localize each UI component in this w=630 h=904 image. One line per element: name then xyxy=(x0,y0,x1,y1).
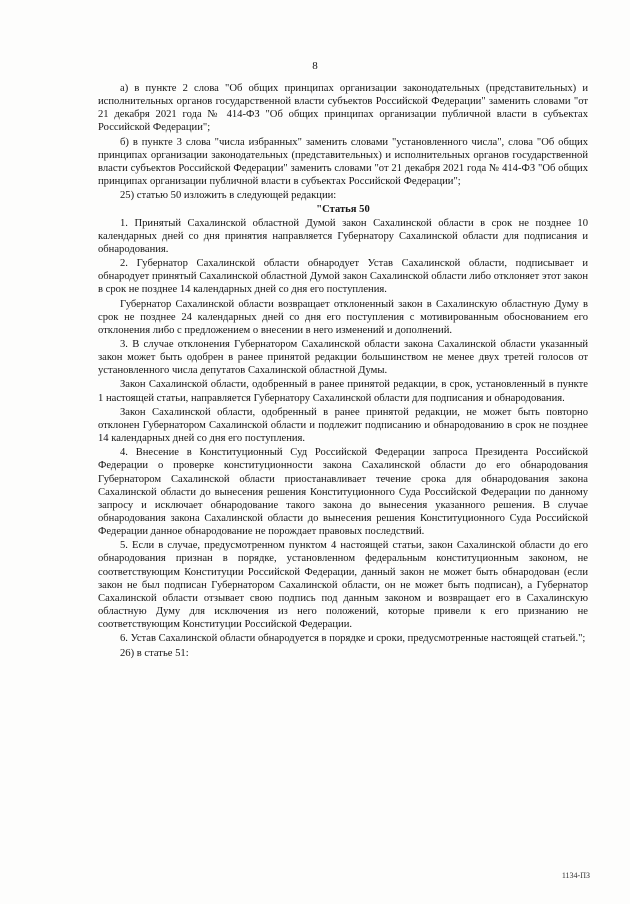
document-body xyxy=(98,82,588,661)
paragraph: а) в пункте 2 слова "Об общих принципах организации законодательных (представительных) и исполнительных органов государственной власти субъектов Российской Федерации" заменить словами "от 21 декабря 2021 года № 414-ФЗ "Об общих принципах организации публичной власти в субъектах Российской Федерации"; xyxy=(98,83,588,134)
article-heading: "Статья 50 xyxy=(316,204,370,216)
paragraph: Закон Сахалинской области, одобренный в ранее принятой редакции, в срок, установленный в пункте 1 настоящей статьи, направляется Губернатору Сахалинской области для подписания и обнародования. xyxy=(98,379,588,404)
paragraph: 6. Устав Сахалинской области обнародуется в порядке и сроки, предусмотренные настоящей статьей."; xyxy=(120,633,586,645)
paragraph: Губернатор Сахалинской области возвращает отклоненный закон в Сахалинскую областную Думу в срок не позднее 24 календарных дней со дня его поступления с мотивированным обоснованием его отклонения либо с предложением о внесении в него изменений и дополнений. xyxy=(98,298,588,336)
paragraph: 26) в статье 51: xyxy=(120,647,189,659)
page-number: 8 xyxy=(312,60,318,72)
paragraph: Закон Сахалинской области, одобренный в ранее принятой редакции, не может быть повторно отклонен Губернатором Сахалинской области и подлежит подписанию и обнародованию в срок не позднее 14 календарных дней со дня его поступления. xyxy=(98,406,588,445)
document-code: 1134-ПЗ xyxy=(561,871,590,880)
paragraph: 2. Губернатор Сахалинской области обнародует Устав Сахалинской области, подписывает и обнародует принятый Сахалинской областной Думой закон Сахалинской области либо отклоняет этот закон в срок не позднее 14 календарных дней со дня его поступления. xyxy=(98,258,588,296)
paragraph: 3. В случае отклонения Губернатором Сахалинской области закона Сахалинской области указанный закон может быть одобрен в ранее принятой редакции большинством не менее двух третей голосов от установленного числа депутатов Сахалинской областной Думы. xyxy=(98,338,588,377)
paragraph: 1. Принятый Сахалинской областной Думой закон Сахалинской области в срок не позднее 10 календарных дней со дня принятия направляется Губернатору Сахалинской области для подписания и обнародования. xyxy=(98,217,588,255)
paragraph: 5. Если в случае, предусмотренном пунктом 4 настоящей статьи, закон Сахалинской области до его обнародования признан в порядке, установленном федеральным конституционным законом, не соответствующим Конституции Российской Федерации, данный закон не может быть обнародован (если закон не был подписан Губернатором Сахалинской области, он не может быть подписан), а Губернатор Сахалинской области отзывает свою подпись под данным законом и возвращает его в Сахалинскую областную Думу для исключения из него положений, которые привели к его признанию не соответствующим Конституции Российской Федерации. xyxy=(98,540,588,631)
paragraph: 25) статью 50 изложить в следующей редакции: xyxy=(120,190,337,202)
paragraph: б) в пункте 3 слова "числа избранных" заменить словами "установленного числа", слова "Об общих принципах организации законодательных (представительных) и исполнительных органов государственной власти субъектов Российской Федерации" заменить словами "от 21 декабря 2021 года № 414-ФЗ "Об общих принципах организации публичной власти в субъектах Российской Федерации"; xyxy=(98,136,588,188)
paragraph: 4. Внесение в Конституционный Суд Российской Федерации запроса Президента Российской Федерации о проверке конституционности закона Сахалинской области до его обнародования Губернатором Сахалинской области приостанавливает течение срока для обнародования закона Сахалинской области до вынесения решения Конституционного Суда Российской Федерации по данному запросу и исключает обнародование такого закона до вынесения указанного решения. В случае обнародования закона Сахалинской области до вынесения решения Конституционного Суда Российской Федерации данное обнародование не порождает правовых последствий. xyxy=(98,447,588,538)
